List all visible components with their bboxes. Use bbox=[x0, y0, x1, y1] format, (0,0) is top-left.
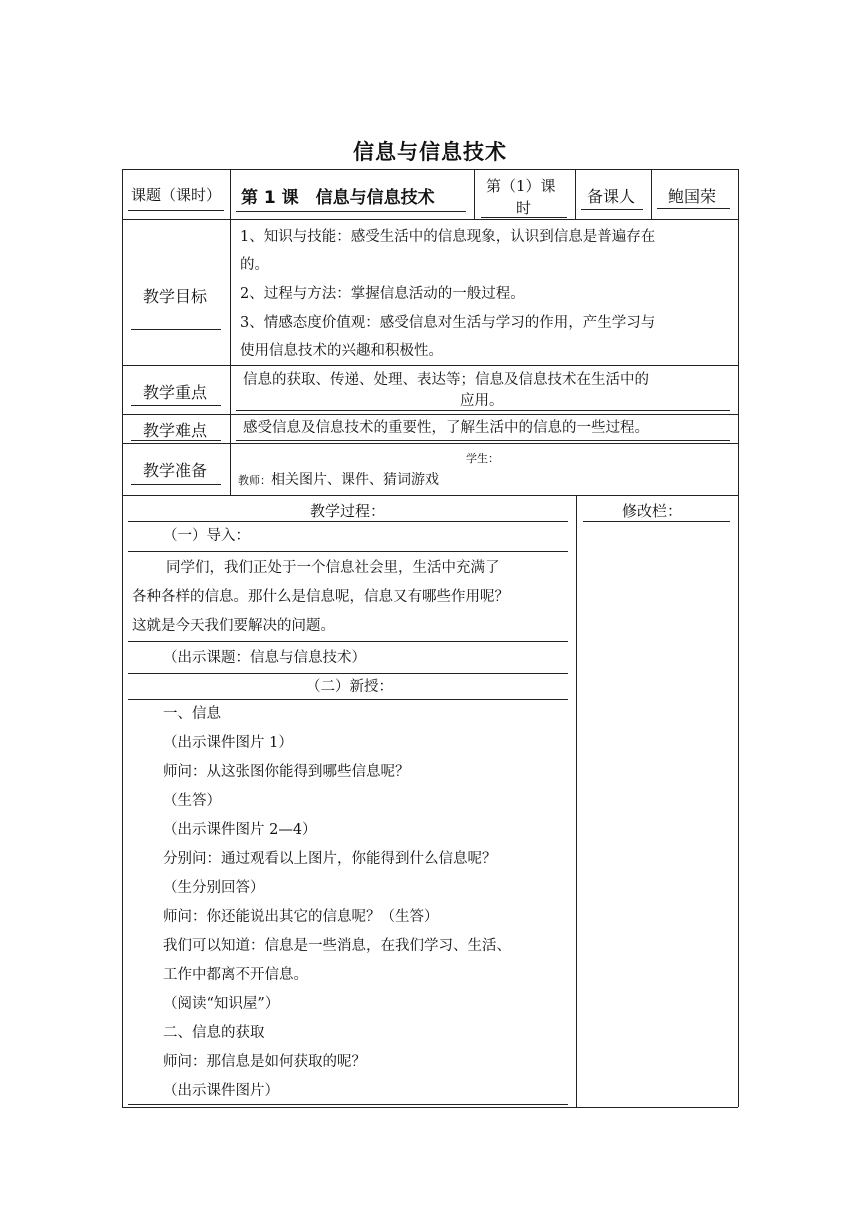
process-header: 教学过程： bbox=[310, 502, 386, 520]
intro-line-2: 各种各样的信息。那什么是信息呢，信息又有哪些作用呢？ bbox=[132, 589, 509, 605]
difficulties-text: 感受信息及信息技术的重要性，了解生活中的信息的一些过程。 bbox=[243, 420, 649, 436]
lesson-title: 第 1 课 信息与信息技术 bbox=[241, 188, 435, 208]
body-line-13: 师问：那信息是如何获取的呢？ bbox=[163, 1054, 366, 1070]
body-line-10: 工作中都离不开信息。 bbox=[163, 967, 308, 983]
key-points-label: 教学重点 bbox=[143, 383, 208, 402]
preparation-label: 教学准备 bbox=[143, 461, 208, 480]
revision-header: 修改栏： bbox=[622, 502, 683, 520]
body-line-3: 师问：从这张图你能得到哪些信息呢？ bbox=[163, 764, 410, 780]
body-line-5: （出示课件图片 2—4） bbox=[163, 822, 317, 838]
intro-line-1: 同学们，我们正处于一个信息社会里，生活中充满了 bbox=[166, 560, 500, 576]
goal-line-4: 3、情感态度价值观：感受信息对生活与学习的作用，产生学习与 bbox=[240, 315, 656, 331]
goal-line-5: 使用信息技术的兴趣和积极性。 bbox=[240, 343, 443, 359]
key-points-line-2: 应用。 bbox=[460, 393, 504, 409]
goal-line-2: 的。 bbox=[240, 257, 269, 273]
teacher-text: 相关图片、课件、猜词游戏 bbox=[271, 472, 439, 488]
body-line-1: 一、信息 bbox=[163, 706, 221, 722]
preparer-name: 鲍国荣 bbox=[668, 187, 717, 206]
intro-line-3: 这就是今天我们要解决的问题。 bbox=[132, 618, 335, 634]
period-label-line1: 第（1）课 bbox=[486, 177, 556, 195]
document-title: 信息与信息技术 bbox=[353, 140, 507, 164]
body-line-6: 分别问：通过观看以上图片，你能得到什么信息呢？ bbox=[163, 851, 497, 867]
body-line-7: （生分别回答） bbox=[163, 880, 265, 896]
body-line-11: （阅读“知识屋”） bbox=[163, 996, 280, 1012]
body-line-2: （出示课件图片 1） bbox=[163, 735, 293, 751]
key-points-line-1: 信息的获取、传递、处理、表达等；信息及信息技术在生活中的 bbox=[243, 372, 649, 388]
body-line-8: 师问：你还能说出其它的信息呢？（生答） bbox=[163, 909, 439, 925]
body-line-4: （生答） bbox=[163, 793, 221, 809]
new-lesson-heading: （二）新授： bbox=[306, 679, 393, 695]
intro-heading: （一）导入： bbox=[163, 528, 250, 544]
period-label-line2: 时 bbox=[516, 199, 532, 217]
topic-label: 课题（课时） bbox=[131, 186, 222, 204]
teacher-prep bbox=[238, 469, 439, 489]
goals-label: 教学目标 bbox=[143, 287, 208, 306]
body-line-12: 二、信息的获取 bbox=[163, 1025, 265, 1041]
goal-line-1: 1、知识与技能：感受生活中的信息现象，认识到信息是普遍存在 bbox=[240, 229, 656, 245]
body-line-9: 我们可以知道：信息是一些消息，在我们学习、生活、 bbox=[163, 938, 511, 954]
goal-line-3: 2、过程与方法：掌握信息活动的一般过程。 bbox=[240, 286, 525, 302]
teacher-label: 教师： bbox=[238, 474, 271, 487]
preparer-label: 备课人 bbox=[587, 187, 636, 206]
difficulties-label: 教学难点 bbox=[143, 421, 208, 440]
student-label: 学生： bbox=[466, 452, 499, 465]
show-topic: （出示课题：信息与信息技术） bbox=[163, 650, 366, 666]
body-line-14: （出示课件图片） bbox=[163, 1083, 279, 1099]
